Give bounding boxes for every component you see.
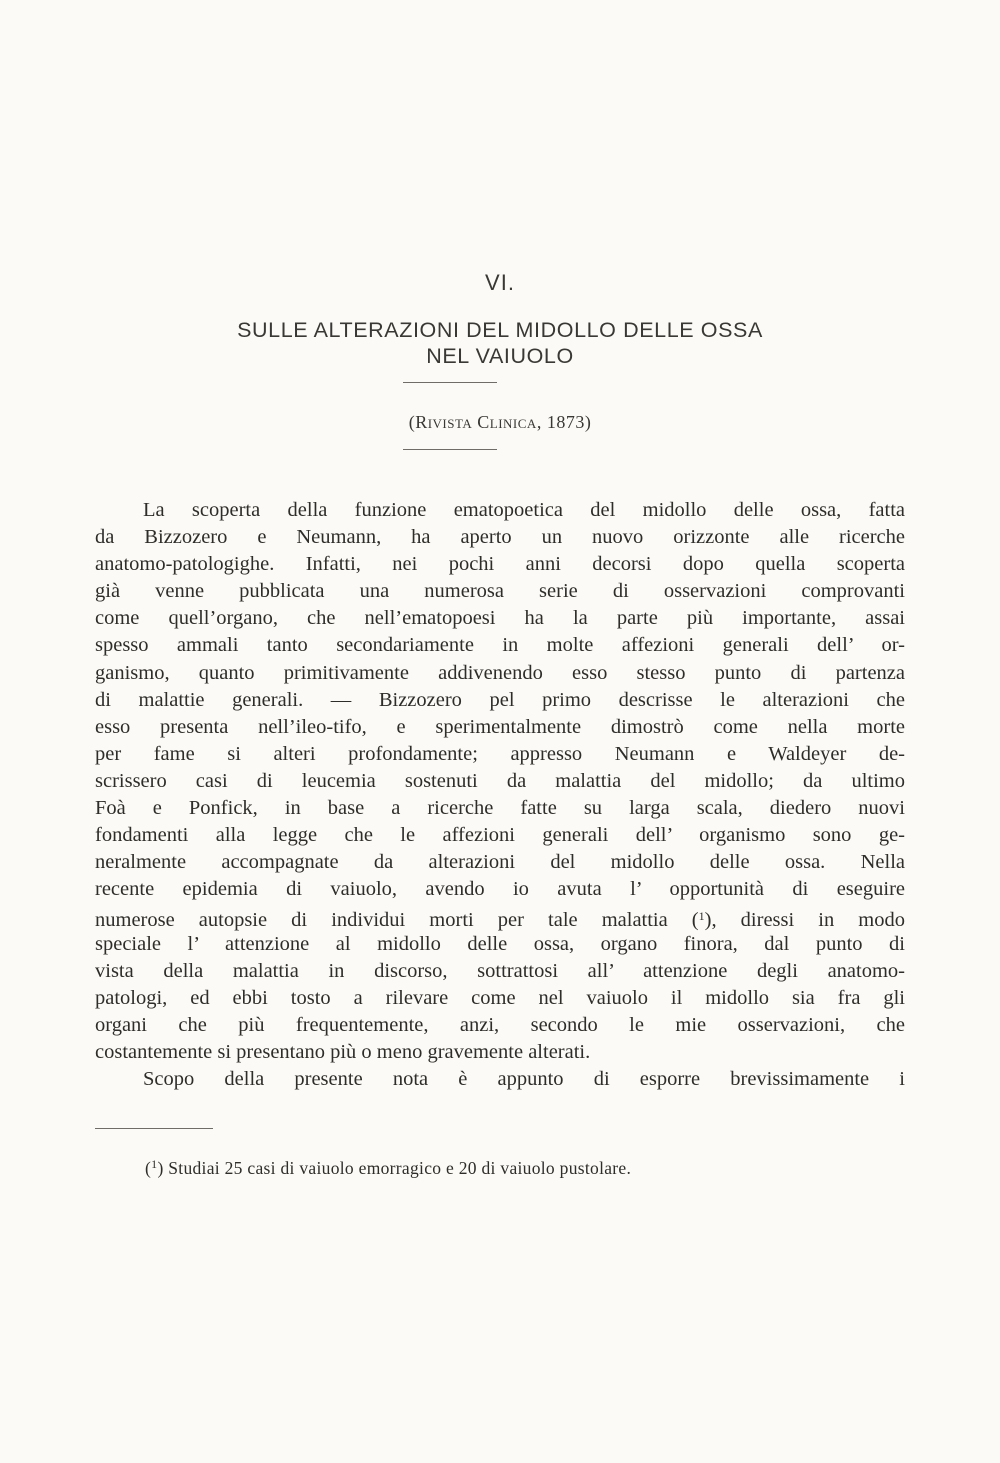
body-line: ganismo, quanto primitivamente addivenendo esso stesso punto di partenza xyxy=(95,661,905,684)
chapter-title xyxy=(0,317,1000,369)
body-line: Foà e Ponfick, in base a ricerche fatte su larga scala, diedero nuovi xyxy=(95,797,905,820)
title-divider xyxy=(403,382,497,383)
body-line-text: ), diressi in modo xyxy=(704,909,905,932)
footnote-open-paren: ( xyxy=(145,1158,152,1178)
body-line: costantemente si presentano più o meno gravemente alterati. xyxy=(95,1040,591,1063)
body-line: neralmente accompagnate da alterazioni del midollo delle ossa. Nella xyxy=(95,851,905,874)
chapter-title-line-2: NEL VAIUOLO xyxy=(426,344,574,368)
body-line: già venne pubblicata una numerosa serie di osservazioni comprovanti xyxy=(95,580,905,603)
chapter-number: VI. xyxy=(485,270,515,295)
body-line: di malattie generali. — Bizzozero pel primo descrisse le alterazioni che xyxy=(95,688,905,711)
footnote-divider xyxy=(95,1128,213,1129)
body-line: Scopo della presente nota è appunto di esporre brevissimamente i xyxy=(143,1067,905,1090)
body-line: recente epidemia di vaiuolo, avendo io avuta l’ opportunità di eseguire xyxy=(95,878,905,901)
body-line: scrissero casi di leucemia sostenuti da malattia del midollo; da ultimo xyxy=(95,769,905,792)
body-line: fondamenti alla legge che le affezioni generali dell’ organismo sono ge- xyxy=(95,824,905,847)
body-line: spesso ammali tanto secondariamente in molte affezioni generali dell’ or- xyxy=(95,634,905,657)
body-line: per fame si alteri profondamente; appresso Neumann e Waldeyer de- xyxy=(95,742,905,765)
body-line-with-footnote-ref xyxy=(95,903,905,930)
source-year: , 1873) xyxy=(536,412,592,432)
body-line: speciale l’ attenzione al midollo delle ossa, organo finora, dal punto di xyxy=(95,932,905,955)
body-line: La scoperta della funzione ematopoetica del midollo delle ossa, fatta xyxy=(143,499,905,521)
footnote-text: ) Studiai 25 casi di vaiuolo emorragico e 20 di vaiuolo pustolare. xyxy=(157,1158,632,1178)
body-line: esso presenta nell’ileo-tifo, e sperimentalmente dimostrò come nella morte xyxy=(95,715,905,738)
source-citation xyxy=(0,412,1000,433)
footnote xyxy=(145,1157,631,1179)
footnote-marker: 1 xyxy=(151,1157,158,1171)
body-line: anatomo-patologighe. Infatti, nei pochi anni decorsi dopo quella scoperta xyxy=(95,553,905,576)
body-line: da Bizzozero e Neumann, ha aperto un nuovo orizzonte alle ricerche xyxy=(95,526,905,549)
source-journal: Rivista Clinica xyxy=(415,412,537,432)
body-line: come quell’organo, che nell’ematopoesi ha la parte più importante, assai xyxy=(95,607,905,630)
footnote-reference: 1 xyxy=(698,909,705,924)
chapter-title-line-1: SULLE ALTERAZIONI DEL MIDOLLO DELLE OSSA xyxy=(237,318,763,342)
body-line: vista della malattia in discorso, sottrattosi all’ attenzione degli anatomo- xyxy=(95,959,905,982)
body-line: organi che più frequentemente, anzi, secondo le mie osservazioni, che xyxy=(95,1013,905,1036)
body-text xyxy=(95,497,905,1093)
body-line-text: numerose autopsie di individui morti per tale malattia ( xyxy=(95,909,699,932)
source-open-paren: ( xyxy=(408,412,416,432)
body-line: patologi, ed ebbi tosto a rilevare come nel vaiuolo il midollo sia fra gli xyxy=(95,986,905,1009)
source-divider xyxy=(403,449,497,450)
